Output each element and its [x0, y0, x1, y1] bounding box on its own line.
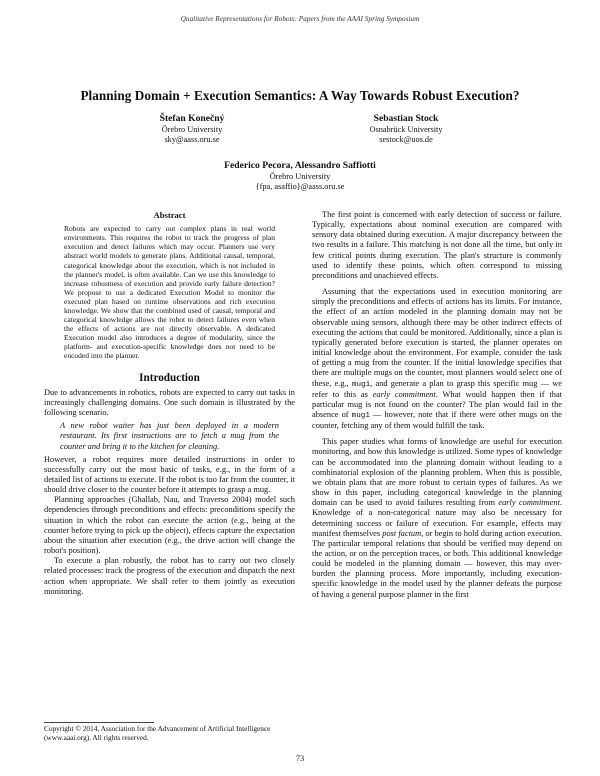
author-affiliation: Örebro University [269, 171, 331, 181]
author-email: {fpa, asaffio}@aass.oru.se [255, 181, 345, 191]
introduction-heading: Introduction [139, 371, 200, 384]
right-column [312, 210, 562, 600]
right-paragraph-2-part-b: , and generate a plan to grasp this specific mug — we refer to this as [312, 378, 562, 399]
code-mug1: mug1 [351, 380, 371, 389]
author-name: Sebastian Stock [373, 113, 439, 124]
emphasis-early-commitment: early commitment [498, 498, 560, 508]
right-paragraph-3-part-c: , or begin to hold during action execution. The particular temporal relations that should be verified may depend on the action, or on the perception traces, or both. This additional knowledge could be modeled in the planning domain — however, this may over-burden the planning process. More importantly, including execution-specific knowledge in the model used by the planner defeats the purpose of having a general purpose planner in the first [312, 528, 562, 599]
intro-paragraph-3: Planning approaches (Ghallab, Nau, and Traverso 2004) model such dependencies through preconditions and effects: preconditions specify the situation in which the robot can execute the action (e.g., being at the counter before trying to pick up the object), effects capture the expectation about the situation after execution (e.g., the drive action will change the robot's position). [44, 495, 295, 556]
footnote-rule [44, 722, 154, 723]
right-paragraph-3-part-b: . Knowledge of a non-categorical nature may also be necessary for determining success or failure of execution. For example, effects may manifest themselves [312, 498, 562, 538]
author-name: Federico Pecora, Alessandro Saffiotti [224, 160, 376, 171]
abstract-text: Robots are expected to carry out complex plans in real world environments. This requires the robot to track the progress of plan execution and detect failures which may occur. Planners use very abstract world models to generate plans. Additional causal, temporal, categorical knowledge about the execution, which is not included in the planner's model, is often available. Can we use this knowledge to increase robustness of execution and provide early failure detection? We propose to use a dedicated Execution Model to monitor the executed plan based on runtime observations and rich execution knowledge. We show that the combined used of causal, temporal and categorical knowledge allows the robot to detect failures even when the effects of actions are not directly observable. A dedicated Execution model also introduces a degree of modularity, since the platform- and execution-specific knowledge does not need to be encoded into the planner. [64, 224, 275, 361]
running-header: Qualitative Representations for Robots: Papers from the AAAI Spring Symposium [180, 14, 420, 23]
intro-paragraph-2: However, a robot requires more detailed instructions in order to successfully carry out the most basic of tasks, e.g., in the form of a detailed list of actions to execute. If the robot is too far from the counter, it should drive closer to the counter before it attempts to grasp a mug. [44, 454, 295, 495]
abstract-heading: Abstract [153, 210, 186, 220]
emphasis-post-factum: post factum [382, 528, 422, 538]
left-column [44, 210, 295, 597]
right-paragraph-3-part-a: This paper studies what forms of knowledge are useful for execution monitoring, and how this knowledge is utilized. Some types of knowledge can be accommodated into the planning domain without leading to a combinatorial explosion of the planning problem. When this is possible, we obtain plans that are more robust to certain types of failures. As we show in this paper, including categorical knowledge in the planning domain can be used to avoid failures resulting from [312, 437, 562, 508]
right-paragraph-2-part-a: Assuming that the expectations used in execution monitoring are simply the preconditions and effects of actions has its limits. For instance, the effect of an action modeled in the planning domain may not be observable using sensors, although there may be other indirect effects of executing the actions that could be monitored. Additionally, since a plan is typically generated before execution is started, the planner operates on initial knowledge about the environment. For example, consider the task of getting a mug from the counter. If the initial knowledge specifies that there are multiple mugs on the counter, most planners would select one of these, e.g., [312, 287, 562, 388]
intro-scenario-quote: A new robot waiter has just been deployed in a modern restaurant. Its first instructions are to fetch a mug from the counter and bring it to the kitchen for cleaning. [60, 421, 279, 451]
author-affiliation: Örebro University [161, 124, 223, 134]
code-mug1: mug1 [351, 411, 370, 420]
author-block-1 [112, 113, 272, 145]
right-paragraph-3 [312, 437, 562, 600]
author-affiliation: Osnabrück University [369, 124, 443, 134]
intro-paragraph-1: Due to advancements in robotics, robots are expected to carry out tasks in increasingly challenging domains. One such domain is illustrated by the following scenario. [44, 387, 295, 418]
right-paragraph-2 [312, 287, 562, 431]
copyright-footnote: Copyright © 2014, Association for the Advancement of Artificial Intelligence (www.aaai.org). All rights reserved. [44, 724, 271, 742]
author-name: Štefan Konečný [159, 113, 225, 124]
paper-title: Planning Domain + Execution Semantics: A Way Towards Robust Execution? [80, 88, 520, 103]
right-paragraph-2-part-c: . What would happen then if that particular mug is not found on the counter? The plan would fail in the absence of [312, 389, 562, 419]
author-email: sestock@uos.de [379, 134, 433, 144]
author-email: sky@aass.oru.se [164, 134, 220, 144]
right-paragraph-2-part-d: — however, note that if there were other mugs on the counter, fetching any of them would fulfill the task. [312, 409, 562, 431]
emphasis-early-commitment: early commitment [372, 389, 436, 399]
author-block-3 [180, 160, 420, 192]
intro-paragraph-4: To execute a plan robustly, the robot has to carry out two closely related processes: track the progress of the execution and dispatch the next action when appropriate. We shall refer to them jointly as execution monitoring. [44, 556, 295, 596]
page-number: 73 [295, 754, 305, 763]
right-paragraph-1: The first point is concerned with early detection of success or failure. Typically, expectations about nominal execution are compared with sensory data obtained during execution. A major discrepancy between the two results in a failure. This matching is not done all the time, but only in few critical points during execution. The plan's structure is commonly used to identify these points, which often correspond to missing preconditions and unachieved effects. [312, 210, 562, 280]
author-block-2 [326, 113, 486, 145]
